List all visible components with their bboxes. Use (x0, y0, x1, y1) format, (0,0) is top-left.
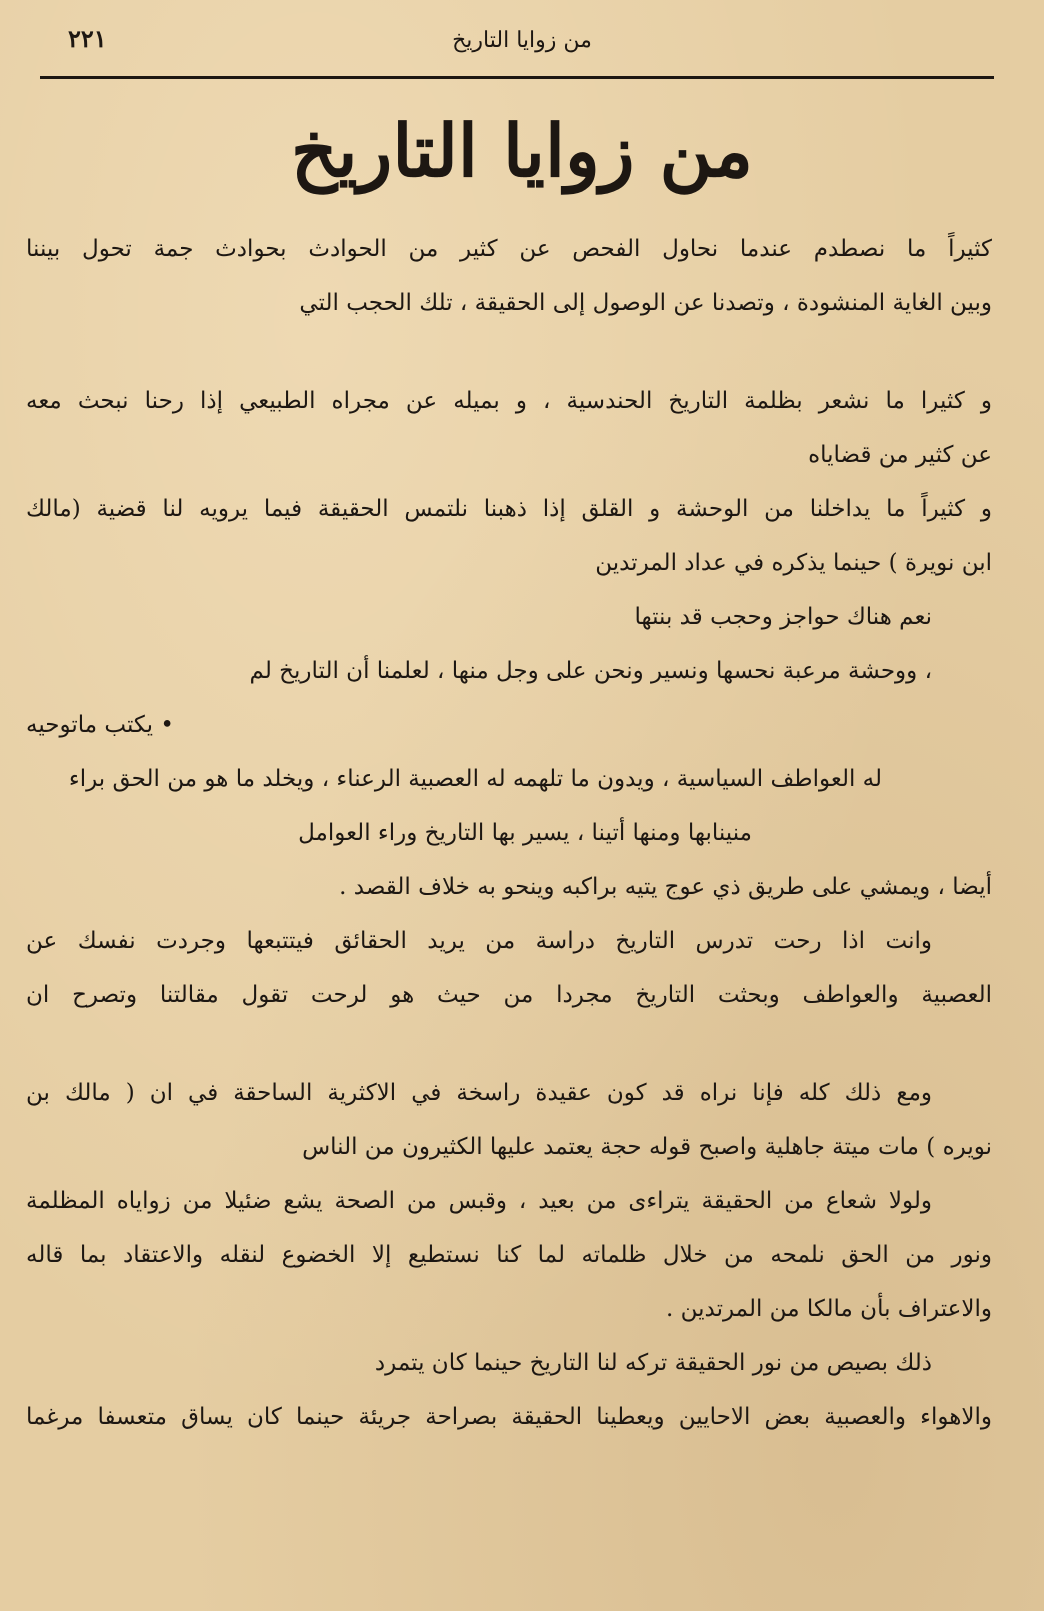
text-line: والاهواء والعصبية بعض الاحايين ويعطينا الحقيقة بصراحة جريئة حينما كان يساق متعسفا مرغما (26, 1404, 992, 1430)
text-line: كثيراً ما نصطدم عندما نحاول الفحص عن كثير من الحوادث بحوادث جمة تحول بيننا (26, 236, 992, 262)
text-line: أيضا ، ويمشي على طريق ذي عوج يتيه براكبه وينحو به خلاف القصد . (339, 874, 992, 900)
text-line: • يكتب ماتوحيه (26, 712, 174, 738)
text-line: العصبية والعواطف وبحثت التاريخ مجردا من حيث هو لرحت تقول مقالتنا وتصرح ان (26, 982, 992, 1008)
article-body (26, 222, 992, 1444)
text-line: ابن نويرة ) حينما يذكره في عداد المرتدين (595, 550, 992, 576)
page-number: ٢٢١ (68, 24, 107, 53)
text-line: ذلك بصيص من نور الحقيقة تركه لنا التاريخ حينما كان يتمرد (374, 1350, 932, 1376)
running-header (40, 22, 1004, 62)
text-line: عن كثير من قضاياه (808, 442, 992, 468)
text-line: نعم هناك حواجز وحجب قد بنتها (634, 604, 932, 630)
text-line: له العواطف السياسية ، ويدون ما تلهمه له العصبية الرعناء ، ويخلد ما هو من الحق براء (68, 766, 882, 792)
text-line: ولولا شعاع من الحقيقة يتراءى من بعيد ، وقبس من الصحة يشع ضئيلا من زواياه المظلمة (26, 1188, 932, 1214)
text-line: و كثيراً ما يداخلنا من الوحشة و القلق إذا ذهبنا نلتمس الحقيقة فيما يرويه لنا قضية (مالك (26, 496, 992, 522)
text-line: وانت اذا رحت تدرس التاريخ دراسة من يريد الحقائق فيتتبعها وجردت نفسك عن (26, 928, 932, 954)
article-title: من زوايا التاريخ (291, 108, 753, 193)
text-line: ، ووحشة مرعبة نحسها ونسير ونحن على وجل منها ، لعلمنا أن التاريخ لم (249, 658, 932, 684)
header-rule (40, 76, 994, 79)
text-line: وبين الغاية المنشودة ، وتصدنا عن الوصول إلى الحقيقة ، تلك الحجب التي (299, 290, 992, 316)
running-title: من زوايا التاريخ (452, 28, 592, 53)
text-line: نويره ) مات ميتة جاهلية واصبح قوله حجة يعتمد عليها الكثيرون من الناس (302, 1134, 992, 1160)
text-line: ونور من الحق نلمحه من خلال ظلماته لما كنا نستطيع إلا الخضوع لنقله والاعتقاد بما قاله (26, 1242, 992, 1268)
text-line: و كثيرا ما نشعر بظلمة التاريخ الحندسية ، و بميله عن مجراه الطبيعي إذا رحنا نبحث معه (26, 388, 992, 414)
text-line: ومع ذلك كله فإنا نراه قد كون عقيدة راسخة في الاكثرية الساحقة في ان ( مالك بن (26, 1080, 932, 1106)
text-line: منينابها ومنها أتينا ، يسير بها التاريخ وراء العوامل (298, 820, 752, 846)
text-line: والاعتراف بأن مالكا من المرتدين . (665, 1296, 992, 1322)
